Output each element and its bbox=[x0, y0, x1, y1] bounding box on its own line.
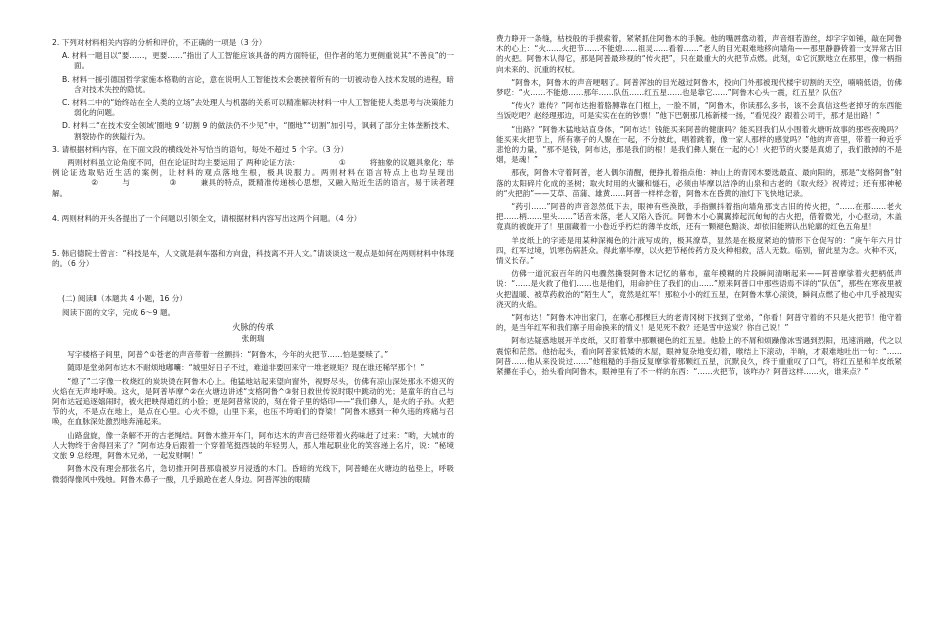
blank-2: ② bbox=[91, 178, 98, 188]
question-2-option-c: C. 材料二中的“始终站在全人类的立场”去处理人与机器的关系可以精准解决材料一中人工智能使人类思考与决策能力弱化的问题。 bbox=[62, 98, 454, 118]
question-4: 4. 两则材料的开头各提出了一个问题以引领全文，请根据材料内容写出这两个问题。（4 分） bbox=[52, 213, 362, 223]
story-paragraph: 仿佛一道沉寂百年的闪电骤然撕裂阿鲁木记忆的幕布，童年模糊的片段瞬间清晰起来——阿普摩挲着火把柄低声说：“……是火救了他们……也是他们，用命护住了我们的山……”原来阿普口中那些语焉不详的“队伍”，那些在寒夜里被火把温暖、被草药救治的“陌生人”，竟然是红军！那粒小小的红五星，在阿鲁木掌心滚烫，瞬间点燃了他心中几乎被现实浇灭的火焰。 bbox=[496, 269, 902, 309]
question-3-text-b: 将抽象的议题具象化；举例论证选取贴近生活的案例，让材料的观点落地生根，极具说服力。两则材料在语言特点上也均呈现出 bbox=[52, 158, 454, 178]
right-column bbox=[496, 34, 902, 380]
question-3-passage bbox=[52, 158, 454, 199]
question-2-stem: 2. 下列对材料相关内容的分析和评价，不正确的一项是（3 分） bbox=[52, 38, 267, 47]
story-paragraph: 那夜，阿鲁木守着阿普，老人偶尔清醒，便挣扎着指点他：神山上的青冈木要选最直、最向阳的，那是“支格阿鲁”射落的太阳碎片化成的圣树；取火时用的火镰和燧石，必须由毕摩以洁净的山泉和古老的《取火经》祝祷过；还有那神秘的“火把韵”——艾草、苗蒲、雄黄……阿普一样样念着，阿鲁木在昏黄的油灯下飞快地记录。 bbox=[496, 168, 902, 198]
story-author: 张朗瑞 bbox=[241, 334, 265, 344]
story-paragraph: 山路盘旋，像一条解不开的古老绳结。阿鲁木推开车门，阿布达木的声音已经带着火药味赶了过来：“哟，大城市的人大物终于舍得回来了？”阿布达身后跟着一个穿着笔挺西装的年轻男人，那人堆起职业化的笑容递上名片，说：“秘境文旅 9 总经理，阿鲁木兄弟，一起发财啊！” bbox=[52, 430, 454, 461]
story-title: 火脉的传承 bbox=[232, 321, 274, 332]
story-paragraph: “熄了”二字像一枚烧红的炭块烫在阿鲁木心上。他猛地站起来望向窗外，视野尽头，仿佛有凉山深处那永不熄灭的火焰在无声地呼唤。这火，是阿普毕摩^②在火塘边讲述“支格阿鲁^③射日救世传说时眼中跳动的光；是童年的自己与阿布达冠追逐嬉闹时，被火把映得通红的小脸；更是阿普常说的，刻在骨子里的烙印——“我们彝人，是火的子孙。火把节的火，不是点在地上，是点在心里。心火不熄，山里下来，也压不垮咱们的脊梁！”阿鲁木感到一种久违的疼痛与召唤，在血脉深处激烈地奔涌起来。 bbox=[52, 376, 454, 427]
section-heading: (二) 阅读Ⅱ（本题共 4 小题，16 分） bbox=[62, 294, 187, 304]
question-3-stem: 3. 请根据材料内容，在下面文段的横线处补写恰当的语句，每处不超过 5 个字。（3 分） bbox=[52, 144, 349, 154]
question-3-text-c: 与 bbox=[122, 178, 131, 188]
story-paragraph: 费力睁开一条缝，枯枝般的手摸索着，紧紧抓住阿鲁木的手腕。他的嘴唇翕动着，声音细若游丝，却字字如锤，敲在阿鲁木的心上：“火……火把节……不能熄……祖灵……看着……”老人的目光艰难地移向墙角——那里静静倚着一支异常古旧的火把。阿鲁木认得它，那是阿普最珍视的“传火把”，只在最重大的火把节点燃。此刻，①它沉默地立在那里，像一柄指向未来的、沉重的权杖。 bbox=[496, 34, 902, 74]
story-paragraph: “药引……”阿普的声音忽然低下去，眼神有些涣散，手指颤抖着指向墙角那支古旧的传火把，“……在那……老火把……柄……里头……”话音未落，老人又陷入昏沉。阿鲁木小心翼翼捧起沉甸甸的古火把，借着微光，小心抠动，木盖竟真的被旋开了！里面藏着一小卷近乎朽烂的薄羊皮纸，还有一颗褪色黯淡、却依旧能辨认出轮廓的红色五角星！ bbox=[496, 202, 902, 232]
reading-instruction: 阅读下面的文字，完成 6～9 题。 bbox=[62, 307, 176, 317]
question-2-option-d: D. 材料二“在技术安全领域‘圈地 9 ’切割 9 的做法仍不少见”中，“圈地”“切割”加引号，讽刺了部分主体垄断技术、割裂协作的狭隘行为。 bbox=[62, 121, 454, 141]
story-paragraph: “阿鲁木，阿鲁木的声音哽咽了。阿普浑浊的目光越过阿鲁木，投向门外那被现代楼宇切割的天空，喃喃低语，仿佛梦呓：“火……不能熄……那年……队伍……红五星……也是靠它……”阿鲁木心头一震，红五星？队伍？ bbox=[496, 77, 902, 98]
story-paragraph: 阿鲁木没有理会那张名片，急切推开阿普那扇被岁月浸透的木门。昏暗的光线下，阿普蜷在火塘边的毡垫上，呼吸微弱得像风中残烛。阿鲁木鼻子一酸，几乎踉跄在老人身边。阿普浑浊的眼睛 bbox=[52, 464, 454, 484]
blank-1: ① bbox=[338, 158, 346, 168]
story-paragraph: 羊皮纸上的字迹是用某种深褐色的汁液写成的，极其潦草，显然是在极度紧迫的情形下仓促写的：“庚午年六月廿四，红军过境，饥寒伤病甚众。得此寨毕摩，以火把节秘传药方及火种相救，活人无数。临别，留此星为念。火种不灭，情义长存。” bbox=[496, 235, 902, 266]
story-paragraph: “出路？”阿鲁木猛地站直身体，“阿布达！钱能买来阿普的健康吗？能买回我们从小围着火塘听故事的那些夜晚吗？能买来火把节上，所有寨子的人聚在一起，不分彼此，唱着跳着，像一家人那样的感觉吗？”他的声音里，带着一种近乎悲怆的力量，“那不是钱，阿布达，那是我们的根！是我们彝人聚在一起的心！火把节的火要是真熄了，我们散掉的不是烟，是魂！” bbox=[496, 124, 902, 165]
story-paragraph: 阿布达疑惑地展开羊皮纸，又盯着掌中那颗褪色的红五星。他脸上的不屑和烦躁像冰雪遇到烈阳，迅速消融，代之以震惊和茫然。他抬起头，看向阿普家低矮的木屋，眼神复杂地变幻着，喉结上下滚动，半晌，才艰难地吐出一句：“……阿普……他从来没说过……”他粗糙的手指反复摩挲着那颗红五星，沉默良久，终于重重叹了口气，将红五星和羊皮纸紧紧攥在手心，抬头看向阿鲁木，眼神里有了不一样的东西：“……火把节，该咋办？阿普这样……火，谁来点？” bbox=[496, 336, 902, 377]
question-3-text-a: 两则材料虽立论角度不同，但在论证时均主要运用了 两种论证方法： bbox=[67, 158, 300, 168]
story-paragraph: “传火？谁传？”阿布达抱着胳膊靠在门框上，一脸不屑，“阿鲁木，你读那么多书，该不会真信这些老掉牙的东西能当饭吃吧？赵经理那边，可是实实在在的钞票！”他下巴朝那几栋新楼一扬，“看见没？跟着公司干，那才是出路！” bbox=[496, 101, 902, 121]
question-2-option-b: B. 材料一援引德国哲学家施本格勒的言论，意在说明人工智能技术会裹挟着所有的一切被动卷入技术发展的进程，暗含对技术失控的隐忧。 bbox=[62, 74, 454, 94]
question-3-text-d: 兼具的特点，既精准传递核心思想，又融入贴近生活的语言，易于读者理解。 bbox=[52, 178, 454, 198]
story-paragraph: “阿布达！”阿鲁木冲出家门，在寨心那棵巨大的老青冈树下找到了堂弟，“你看！阿普守着的不只是火把节！他守着的，是当年红军和我们寨子用命换来的情义！是见死不救？还是雪中送炭？你自己说！” bbox=[496, 313, 902, 333]
story-paragraph: 随即是堂弟阿布达木不耐烦地嘟囔：“城里好日子不过，难道非要回来守一堆老规矩？现在谁还稀罕那个！” bbox=[67, 363, 425, 373]
story-paragraph: 写字楼格子间里，阿普^①苍老的声音带着一丝颤抖：“阿鲁木，今年的火把节……怕是要赎了。” bbox=[67, 350, 389, 360]
left-column bbox=[52, 38, 454, 488]
question-2-option-a: A. 材料一题目以“要……，更要……”指出了人工智能应该具备的两方面特征，但作者的笔力更侧重说其“不善良”的一面。 bbox=[62, 51, 454, 71]
question-5: 5. 韩启德院士曾言：“科技是车，人文就是刹车器和方向盘，科技离不开人文。”请谈谈这一观点是如何在两则材料中体现的。（6 分） bbox=[52, 249, 454, 269]
blank-3: ③ bbox=[169, 178, 177, 188]
